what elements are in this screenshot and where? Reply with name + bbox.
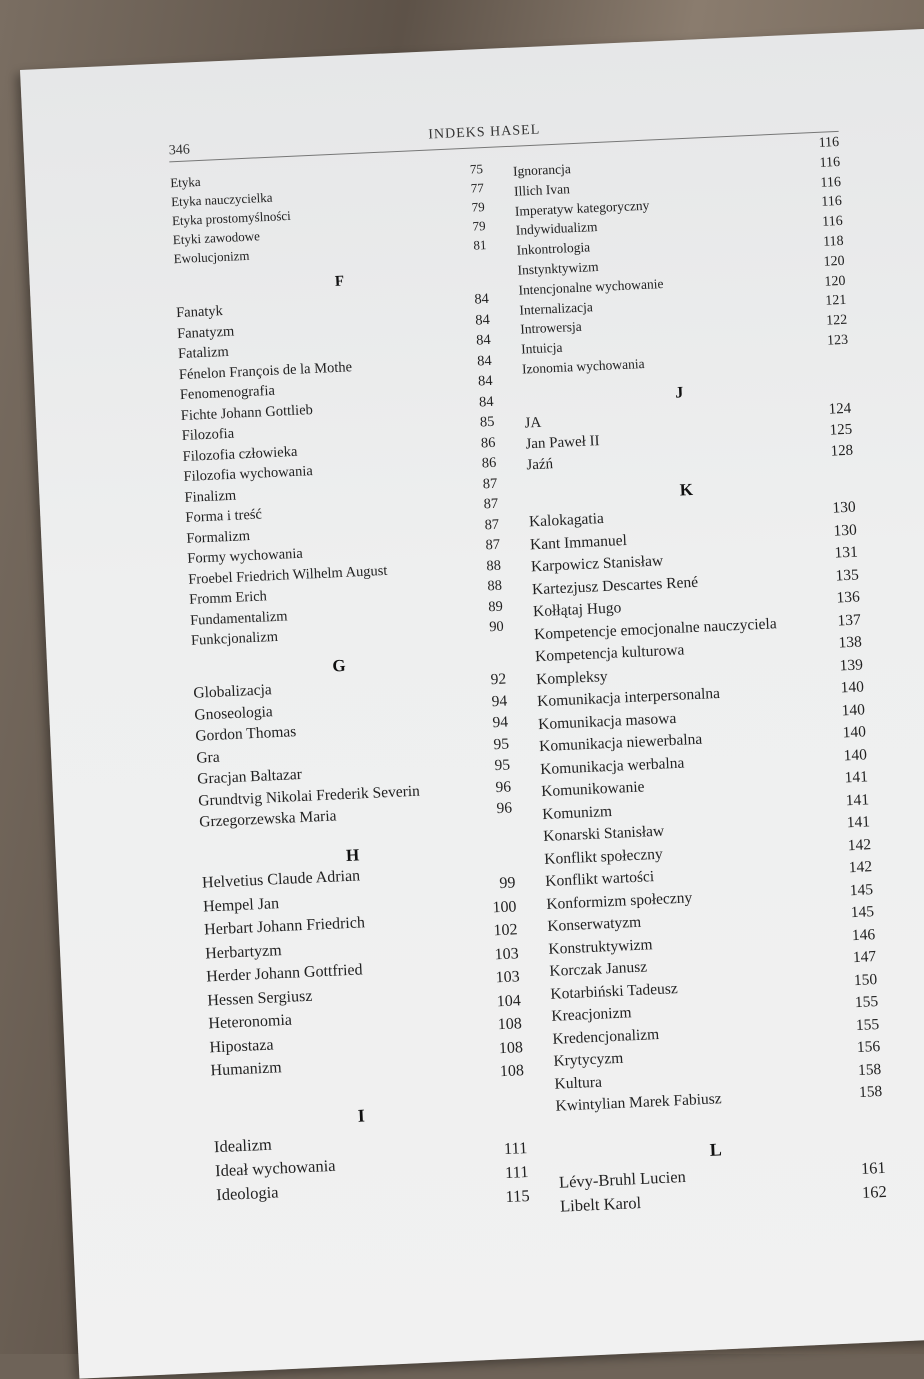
entry-page-number: 84: [476, 352, 493, 370]
entry-term: Etyka prostomyślności: [171, 207, 292, 229]
entry-page-number: 86: [480, 434, 496, 451]
entry-page-number: 158: [857, 1060, 882, 1079]
entry-term: Froebel Friedrich Wilhelm August: [187, 562, 388, 588]
entry-page-number: 128: [830, 442, 854, 460]
entry-page-number: 116: [819, 154, 841, 171]
entry-term: Fénelon François de la Mothe: [178, 358, 353, 383]
entry-page-number: 130: [833, 521, 858, 540]
entry-term: Fanatyzm: [176, 323, 235, 342]
entry-term: Korczak Janusz: [549, 958, 648, 980]
entry-term: Idealizm: [213, 1134, 273, 1157]
section-letter: J: [674, 384, 684, 402]
section-letter: I: [357, 1105, 366, 1126]
entry-page-number: 141: [844, 768, 869, 787]
entry-page-number: 145: [850, 903, 875, 922]
entry-term: Hipostaza: [209, 1036, 274, 1056]
entry-term: Fichte Johann Gottlieb: [180, 401, 314, 424]
entry-page-number: 79: [471, 199, 486, 215]
entry-page-number: 121: [824, 293, 847, 310]
entry-term: Krytycyzm: [553, 1049, 624, 1070]
entry-term: Funkcjonalizm: [190, 628, 279, 649]
entry-page-number: 116: [821, 214, 844, 230]
entry-term: Konserwatyzm: [547, 913, 642, 935]
entry-page-number: 137: [837, 610, 862, 629]
entry-page-number: 162: [861, 1181, 888, 1202]
entry-term: Kredencjonalizm: [552, 1025, 660, 1048]
entry-page-number: 145: [849, 880, 874, 899]
entry-page-number: 161: [860, 1157, 887, 1178]
entry-page-number: 142: [847, 835, 872, 854]
entry-page-number: 136: [836, 588, 861, 607]
entry-term: Fromm Erich: [188, 588, 268, 608]
entry-term: Konflikt społeczny: [543, 845, 663, 868]
entry-term: Inkontrologia: [516, 239, 591, 258]
entry-term: Kompetencja kulturowa: [534, 641, 685, 666]
entry-term: Konarski Stanisław: [542, 822, 665, 846]
entry-page-number: 79: [472, 218, 486, 234]
entry-term: Kotarbiński Tadeusz: [550, 979, 679, 1003]
section-letter: H: [345, 845, 360, 866]
entry-page-number: 108: [497, 1015, 523, 1034]
entry-page-number: 88: [486, 557, 502, 574]
entry-term: Fatalizm: [177, 343, 230, 363]
entry-page-number: 84: [477, 372, 493, 390]
entry-term: Finalizm: [184, 487, 237, 506]
entry-term: Intuicja: [520, 339, 563, 357]
section-letter: L: [709, 1139, 723, 1160]
entry-term: Imperatyw kategoryczny: [514, 197, 650, 219]
entry-page-number: 87: [483, 495, 499, 513]
entry-term: Hessen Sergiusz: [207, 987, 313, 1009]
entry-page-number: 147: [852, 948, 877, 967]
entry-term: Jaźń: [526, 456, 554, 474]
entry-term: Komunizm: [541, 802, 613, 823]
entry-page-number: 75: [469, 161, 484, 177]
entry-term: Filozofia: [181, 425, 235, 445]
entry-page-number: 94: [491, 692, 508, 710]
entry-term: Formalizm: [186, 527, 251, 547]
entry-page-number: 158: [858, 1082, 883, 1101]
page-number: 346: [168, 142, 191, 159]
entry-page-number: 118: [822, 233, 844, 250]
entry-page-number: 131: [834, 543, 859, 562]
entry-page-number: 140: [841, 700, 866, 719]
entry-page-number: 146: [851, 925, 876, 944]
entry-page-number: 88: [487, 577, 503, 595]
entry-term: Kreacjonizm: [551, 1004, 632, 1025]
entry-page-number: 84: [474, 290, 490, 308]
entry-page-number: 89: [487, 598, 504, 615]
entry-term: Hempel Jan: [202, 894, 280, 916]
entry-page-number: 116: [820, 174, 842, 191]
entry-term: Kołłątaj Hugo: [532, 599, 622, 621]
entry-page-number: 155: [855, 1015, 880, 1034]
entry-page-number: 94: [492, 713, 509, 732]
entry-page-number: 120: [823, 253, 845, 270]
entry-page-number: 103: [494, 944, 519, 963]
entry-term: Intencjonalne wychowanie: [518, 275, 664, 298]
entry-term: Helvetius Claude Adrian: [201, 867, 361, 892]
entry-page-number: 155: [854, 993, 879, 1012]
entry-page-number: 103: [495, 968, 521, 987]
entry-page-number: 116: [821, 194, 843, 211]
entry-term: Fundamentalizm: [189, 607, 288, 629]
entry-page-number: 96: [496, 799, 513, 818]
entry-term: Etyki zawodowe: [172, 228, 261, 248]
entry-page-number: 141: [846, 813, 871, 832]
entry-term: Karpowicz Stanisław: [530, 552, 664, 576]
entry-page-number: 120: [824, 273, 846, 290]
entry-term: Etyka nauczycielka: [170, 189, 273, 210]
entry-term: Filozofia wychowania: [183, 463, 314, 485]
entry-term: Kompleksy: [535, 667, 608, 688]
entry-page-number: 95: [493, 735, 510, 753]
entry-term: Gracjan Baltazar: [196, 765, 303, 788]
entry-page-number: 124: [828, 400, 852, 418]
entry-term: Konstruktywizm: [548, 935, 653, 958]
entry-page-number: 150: [853, 970, 878, 989]
entry-page-number: 84: [474, 311, 491, 329]
entry-page-number: 108: [499, 1062, 525, 1081]
entry-term: Kompetencje emocjonalne nauczyciela: [533, 614, 777, 643]
entry-term: Grundtvig Nikolai Frederik Severin: [197, 782, 421, 810]
entry-term: Komunikacja werbalna: [539, 754, 685, 778]
entry-term: Illich Ivan: [513, 180, 571, 199]
entry-term: Introwersja: [519, 319, 583, 337]
entry-page-number: 87: [484, 516, 500, 533]
entry-term: Instynktywizm: [517, 258, 599, 278]
entry-term: Kalokagatia: [528, 509, 605, 531]
entry-term: Lévy-Bruhl Lucien: [558, 1166, 687, 1192]
entry-term: Ewolucjonizm: [173, 247, 250, 267]
entry-page-number: 116: [818, 134, 840, 151]
entry-term: Humanizm: [210, 1059, 283, 1080]
book-page: [20, 27, 924, 1378]
entry-term: Herbart Johann Friedrich: [203, 914, 366, 939]
entry-term: Herbartyzm: [204, 941, 282, 962]
entry-term: Kartezjusz Descartes René: [531, 573, 699, 598]
entry-page-number: 139: [839, 655, 864, 674]
entry-term: Jan Paweł II: [525, 433, 600, 453]
section-letter: G: [331, 655, 347, 676]
entry-page-number: 92: [490, 670, 507, 689]
entry-term: Fenomenografia: [179, 382, 276, 404]
entry-page-number: 156: [856, 1037, 881, 1057]
running-header: INDEKS HASEL: [428, 122, 541, 143]
entry-term: Grzegorzewska Maria: [198, 807, 337, 831]
entry-term: Libelt Karol: [559, 1192, 642, 1216]
entry-term: JA: [524, 414, 542, 432]
entry-page-number: 138: [838, 633, 863, 652]
entry-term: Komunikacja interpersonalna: [536, 684, 721, 711]
entry-term: Komunikowanie: [540, 778, 645, 801]
entry-page-number: 85: [479, 413, 495, 431]
entry-page-number: 142: [848, 858, 873, 877]
entry-term: Gordon Thomas: [195, 723, 297, 745]
entry-page-number: 125: [829, 421, 853, 439]
entry-page-number: 86: [481, 454, 497, 472]
entry-term: Gra: [195, 748, 220, 767]
entry-page-number: 122: [825, 312, 848, 329]
entry-page-number: 84: [475, 331, 492, 349]
entry-term: Ideologia: [215, 1182, 279, 1205]
entry-term: Heteronomia: [208, 1011, 293, 1033]
entry-page-number: 111: [503, 1138, 528, 1159]
entry-term: Komunikacja niewerbalna: [538, 730, 703, 756]
entry-page-number: 130: [832, 498, 857, 517]
entry-term: Herder Johann Gottfried: [205, 961, 363, 986]
entry-page-number: 135: [835, 565, 860, 585]
entry-page-number: 108: [498, 1038, 524, 1057]
entry-term: Etyka: [169, 173, 201, 191]
entry-term: Komunikacja masowa: [537, 709, 677, 733]
entry-term: Kant Immanuel: [529, 531, 628, 553]
entry-page-number: 140: [842, 723, 867, 742]
entry-page-number: 84: [478, 393, 494, 411]
entry-page-number: 111: [504, 1162, 529, 1183]
entry-page-number: 77: [470, 180, 485, 196]
entry-page-number: 102: [493, 921, 518, 940]
entry-page-number: 115: [505, 1186, 531, 1207]
entry-page-number: 140: [840, 678, 865, 697]
entry-term: Ideał wychowania: [214, 1155, 336, 1181]
entry-page-number: 87: [482, 475, 498, 492]
section-letter: F: [334, 273, 345, 290]
entry-page-number: 100: [492, 897, 517, 916]
entry-term: Ignorancja: [512, 161, 572, 179]
entry-page-number: 140: [843, 745, 868, 764]
entry-term: Kwintylian Marek Fabiusz: [555, 1090, 722, 1115]
entry-term: Izonomia wychowania: [521, 355, 645, 377]
entry-term: Konformizm społeczny: [545, 888, 693, 913]
entry-page-number: 81: [473, 237, 487, 253]
entry-term: Globalizacja: [193, 681, 273, 702]
entry-page-number: 141: [845, 790, 870, 809]
entry-term: Gnoseologia: [194, 702, 274, 724]
entry-page-number: 95: [494, 756, 511, 775]
entry-page-number: 104: [496, 991, 522, 1010]
entry-term: Forma i treść: [185, 506, 263, 526]
entry-term: Formy wychowania: [186, 545, 304, 567]
entry-term: Filozofia człowieka: [182, 443, 298, 465]
entry-page-number: 90: [488, 618, 505, 636]
entry-term: Konflikt wartości: [544, 868, 655, 890]
entry-term: Kultura: [554, 1073, 603, 1093]
entry-term: Indywidualizm: [515, 219, 598, 239]
section-letter: K: [679, 479, 694, 500]
entry-page-number: 96: [495, 777, 512, 796]
entry-page-number: 87: [485, 536, 501, 554]
entry-term: Fanatyk: [175, 303, 224, 322]
entry-page-number: 99: [499, 874, 516, 893]
entry-page-number: 123: [826, 332, 849, 349]
entry-term: Internalizacja: [519, 298, 594, 318]
